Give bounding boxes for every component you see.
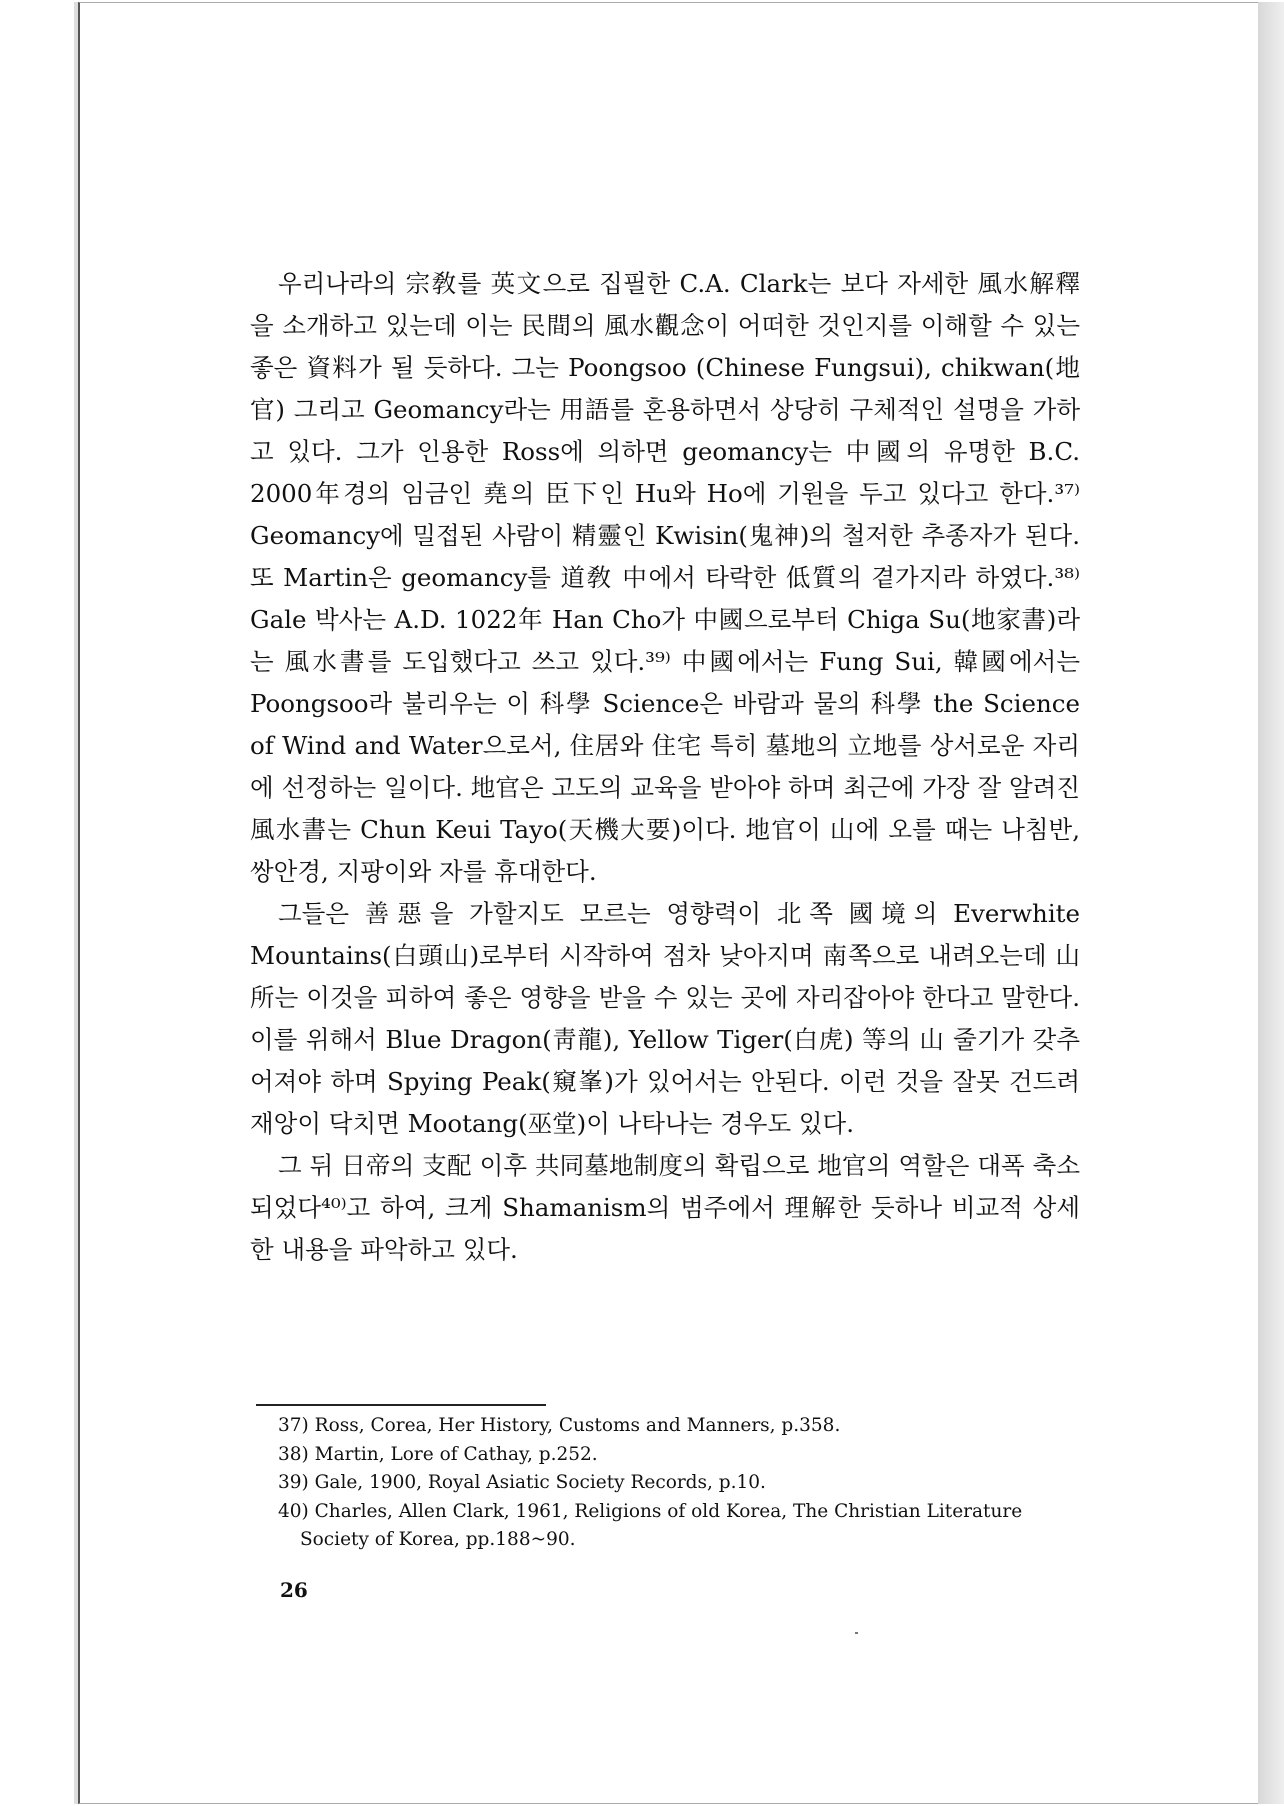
page-edge	[1258, 2, 1284, 1804]
footnote-39: 39) Gale, 1900, Royal Asiatic Society Records, p.10.	[278, 1472, 766, 1493]
scan-speck	[855, 1632, 858, 1634]
paragraph-3: 그 뒤 日帝의 支配 이후 共同墓地制度의 확립으로 地官의 역할은 대폭 축소되었다⁴⁰⁾고 하여, 크게 Shamanism의 범주에서 理解한 듯하나 비교적 상세한 내용을 파악하고 있다.	[250, 1151, 1080, 1264]
footnote-40: 40) Charles, Allen Clark, 1961, Religions of old Korea, The Christian Literature Society of Korea, pp.188~90.	[278, 1500, 1023, 1550]
footnotes	[278, 1412, 1080, 1555]
body-text	[250, 263, 1080, 1271]
paragraph-1: 우리나라의 宗敎를 英文으로 집필한 C.A. Clark는 보다 자세한 風水解釋을 소개하고 있는데 이는 民間의 風水觀念이 어떠한 것인지를 이해할 수 있는 좋은 資料가 될 듯하다. 그는 Poongsoo (Chinese Fungsui), chikwan(地官) 그리고 Geomancy라는 用語를 혼용하면서 상당히 구체적인 설명을 가하고 있다. 그가 인용한 Ross에 의하면 geomancy는 中國의 유명한 B.C. 2000年경의 임금인 堯의 臣下인 Hu와 Ho에 기원을 두고 있다고 한다.³⁷⁾ Geomancy에 밀접된 사람이 精靈인 Kwisin(鬼神)의 철저한 추종자가 된다. 또 Martin은 geomancy를 道敎 中에서 타락한 低質의 곁가지라 하였다.³⁸⁾ Gale 박사는 A.D. 1022年 Han Cho가 中國으로부터 Chiga Su(地家書)라는 風水書를 도입했다고 쓰고 있다.³⁹⁾ 中國에서는 Fung Sui, 韓國에서는 Poongsoo라 불리우는 이 科學 Science은 바람과 물의 科學 the Science of Wind and Water으로서, 住居와 住宅 특히 墓地의 立地를 상서로운 자리에 선정하는 일이다. 地官은 고도의 교육을 받아야 하며 최근에 가장 잘 알려진 風水書는 Chun Keui Tayo(天機大要)이다. 地官이 山에 오를 때는 나침반, 쌍안경, 지팡이와 자를 휴대한다.	[250, 269, 1080, 886]
page-number: 26	[280, 1578, 308, 1602]
footnote-37: 37) Ross, Corea, Her History, Customs and Manners, p.358.	[278, 1415, 841, 1436]
paragraph-2: 그들은 善惡을 가할지도 모르는 영향력이 北쪽 國境의 Everwhite Mountains(白頭山)로부터 시작하여 점차 낮아지며 南쪽으로 내려오는데 山所는 이것을 피하여 좋은 영향을 받을 수 있는 곳에 자리잡아야 한다고 말한다. 이를 위해서 Blue Dragon(靑龍), Yellow Tiger(白虎) 等의 山 줄기가 갖추어져야 하며 Spying Peak(窺峯)가 있어서는 안된다. 이런 것을 잘못 건드려 재앙이 닥치면 Mootang(巫堂)이 나타나는 경우도 있다.	[250, 899, 1080, 1138]
footnote-divider	[256, 1404, 546, 1406]
footnote-38: 38) Martin, Lore of Cathay, p.252.	[278, 1443, 598, 1465]
